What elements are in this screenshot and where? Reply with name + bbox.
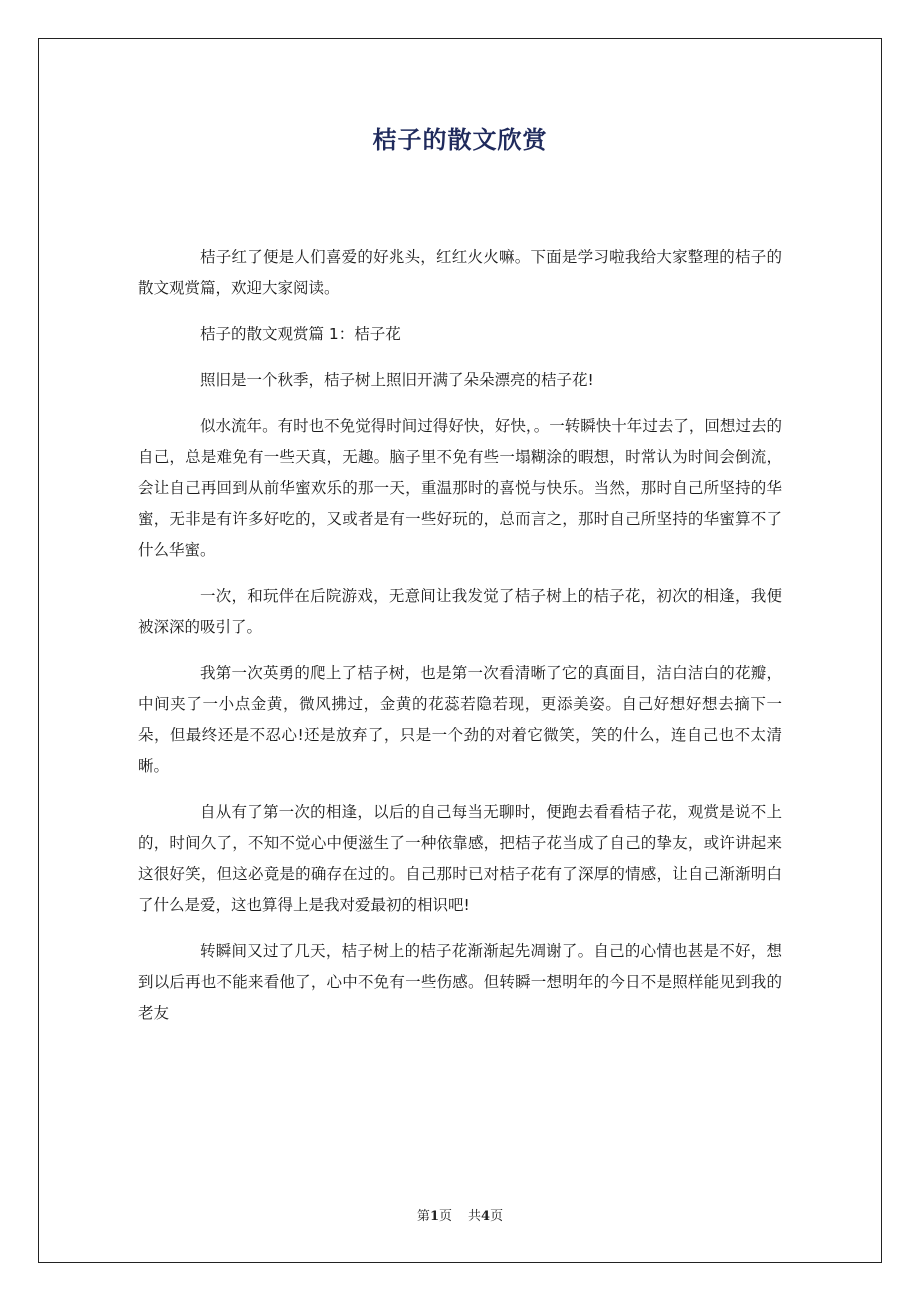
paragraph: 照旧是一个秋季，桔子树上照旧开满了朵朵漂亮的桔子花!: [200, 371, 594, 389]
document-title: 桔子的散文欣赏: [372, 126, 548, 154]
footer-total-prefix: 共: [468, 1209, 482, 1224]
footer-total-suffix: 页: [490, 1209, 504, 1224]
paragraph: 似水流年。有时也不免觉得时间过得好快，好快，。一转瞬快十年过去了，回想过去的自己，总是难免有一些天真，无趣。脑子里不免有些一塌糊涂的暇想，时常认为时间会倒流，会让自己再回到从前华蜜欢乐的那一天，重温那时的喜悦与快乐。当然，那时自己所坚持的华蜜，无非是有许多好吃的，又或者是有一些好玩的，总而言之，那时自己所坚持的华蜜算不了什么华蜜。: [138, 417, 782, 559]
paragraph: 一次，和玩伴在后院游戏，无意间让我发觉了桔子树上的桔子花，初次的相逢，我便被深深的吸引了。: [138, 587, 782, 636]
paragraph: 自从有了第一次的相逢，以后的自己每当无聊时，便跑去看看桔子花，观赏是说不上的，时间久了，不知不觉心中便滋生了一种依靠感，把桔子花当成了自己的挚友，或许讲起来这很好笑，但这必竟是的确存在过的。自己那时已对桔子花有了深厚的情感，让自己渐渐明白了什么是爱，这也算得上是我对爱最初的相识吧!: [138, 803, 782, 914]
document-body: [138, 242, 782, 1044]
paragraph: 我第一次英勇的爬上了桔子树，也是第一次看清晰了它的真面目，洁白洁白的花瓣，中间夹了一小点金黄，微风拂过，金黄的花蕊若隐若现，更添美姿。自己好想好想去摘下一朵，但最终还是不忍心!还是放弃了，只是一个劲的对着它微笑，笑的什么，连自己也不太清晰。: [138, 664, 782, 775]
paragraph: 桔子红了便是人们喜爱的好兆头，红红火火嘛。下面是学习啦我给大家整理的桔子的散文观赏篇，欢迎大家阅读。: [138, 248, 782, 297]
current-page-number: 1: [429, 1209, 439, 1224]
total-pages-number: 4: [481, 1209, 491, 1224]
footer-page-suffix: 页: [438, 1209, 452, 1224]
paragraph: 转瞬间又过了几天，桔子树上的桔子花渐渐起先凋谢了。自己的心情也甚是不好，想到以后再也不能来看他了，心中不免有一些伤感。但转瞬一想明年的今日不是照样能见到我的老友: [138, 942, 782, 1022]
footer-prefix: 第: [416, 1209, 430, 1224]
section-heading: 桔子的散文观赏篇 1：桔子花: [200, 325, 401, 343]
page-footer: [0, 1205, 920, 1224]
